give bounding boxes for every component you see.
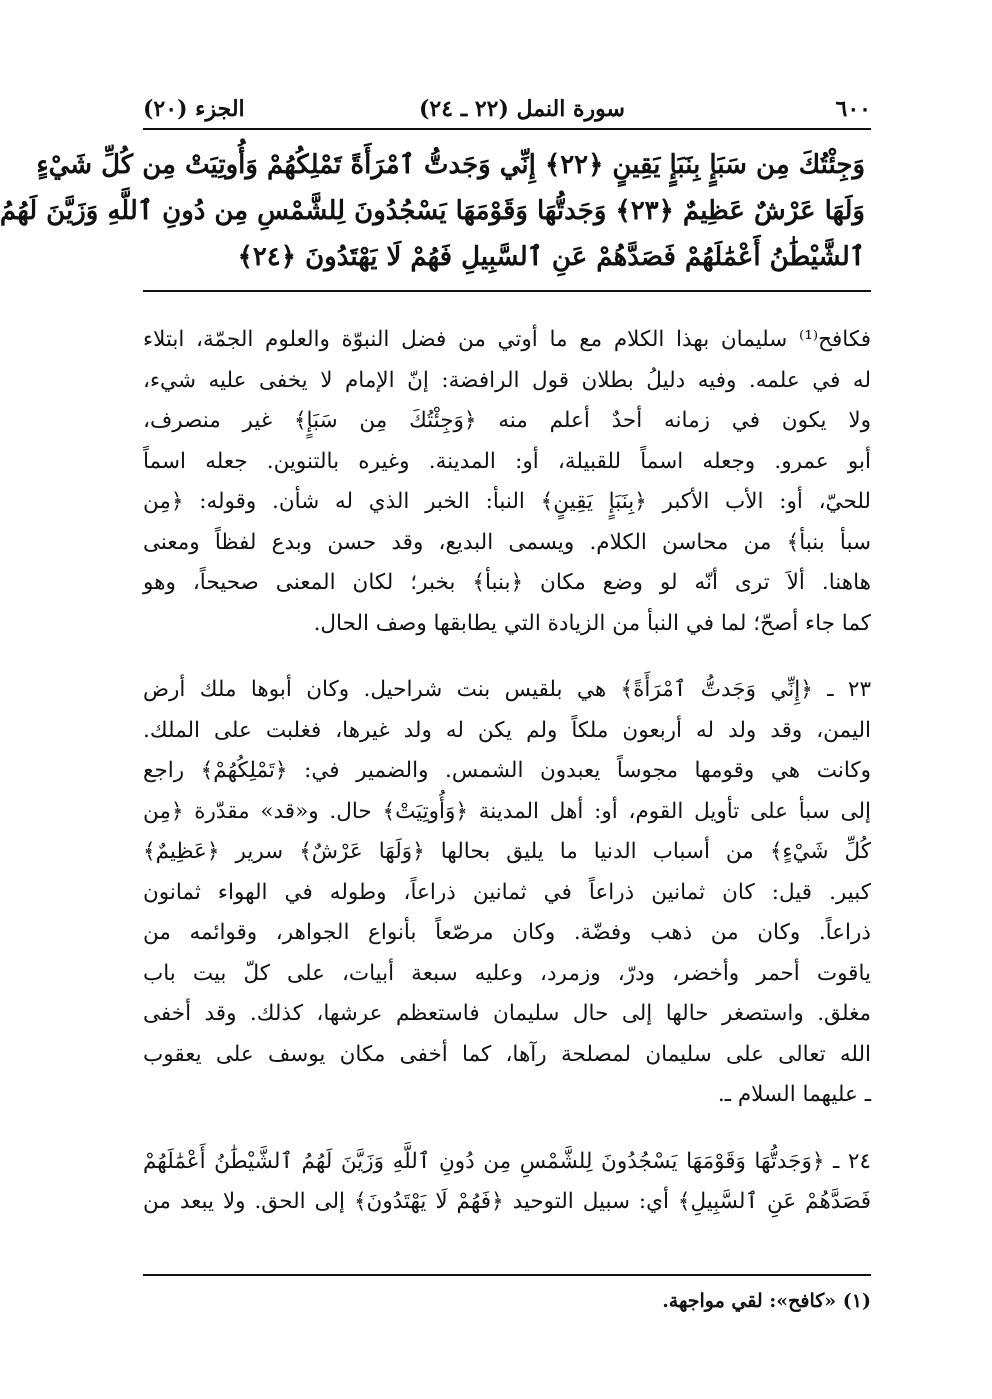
commentary-paragraph-3 [143, 1142, 871, 1223]
quran-line: ٱلشَّيْطَٰنُ أَعْمَٰلَهُمْ فَصَدَّهُمْ عَنِ ٱلسَّبِيلِ فَهُمْ لَا يَهْتَدُونَ ﴿٢٤﴾ [237, 242, 865, 272]
text-line: اليمن، وقد ولد له أربعون ملكاً ولم يكن له ولد غيرها، فغلبت على الملك. [143, 717, 871, 743]
commentary-paragraph-1 [143, 320, 871, 644]
text-line: سبأ بنبأ﴾ من محاسن الكلام. ويسمى البديع، وقد حسن وبدع لفظاً ومعنى [143, 529, 871, 555]
text-line: فكافح⁽¹⁾ سليمان بهذا الكلام مع ما أوتي من فضل النبوّة والعلوم الجمّة، ابتلاء [143, 327, 871, 352]
text-line: أبو عمرو. وجعله اسماً للقبيلة، أو: المدينة. وغيره بالتنوين. جعله اسماً [143, 448, 871, 474]
text-line: ولا يكون في زمانه أحدٌ أعلم منه ﴿وَجِئْتُكَ مِن سَبَإٍ﴾ غير منصرف، [143, 408, 871, 433]
text-line: فَصَدَّهُمْ عَنِ ٱلسَّبِيلِ﴾ أي: سبيل التوحيد ﴿فَهُمْ لَا يَهْتَدُونَ﴾ إلى الحق. ولا يبعد من [143, 1189, 871, 1214]
book-page [0, 78, 871, 1318]
text-line: هاهنا. ألاَ ترى أنّه لو وضع مكان ﴿بنبأ﴾ بخبر؛ لكان المعنى صحيحاً، وهو [143, 570, 871, 595]
text-line: مغلق. واستصغر حالها إلى حال سليمان فاستعظم عرشها، كذلك. وقد أخفى [143, 1001, 871, 1026]
text-line: إلى سبأ على تأويل القوم، أو: أهل المدينة ﴿وَأُوتِيَتْ﴾ حال. و«قد» مقدّرة ﴿مِن [143, 798, 871, 824]
text-line: الله تعالى على سليمان لمصلحة رآها، كما أخفى مكان يوسف على يعقوب [143, 1041, 871, 1067]
text-line: كبير. قيل: كان ثمانين ذراعاً في ثمانين ذراعاً، وطوله في الهواء ثمانون [143, 879, 871, 905]
page-header [143, 78, 871, 130]
juz-label: الجزء (٢٠) [143, 96, 245, 122]
text-line: ياقوت أحمر وأخضر، ودرّ، وزمرد، وعليه سبعة أبيات، على كلّ بيت باب [143, 960, 871, 986]
text-line: ٢٣ ـ ﴿إِنِّي وَجَدتُّ ٱمْرَأَةً﴾ هي بلقيس بنت شراحيل. وكان أبوها ملك أرض [143, 677, 871, 702]
quran-verses-block [0, 138, 871, 292]
commentary-paragraph-2 [143, 670, 871, 1116]
text-line: ذراعاً. وكان من ذهب وفضّة. وكان مرصّعاً بأنواع الجواهر، وقوائمه من [143, 920, 871, 945]
text-line: ـ عليهما السلام ـ. [717, 1082, 871, 1107]
quran-line: وَجِئْتُكَ مِن سَبَإٍ بِنَبَإٍ يَقِينٍ ﴿٢٢﴾ إِنِّي وَجَدتُّ ٱمْرَأَةً تَمْلِكُهُمْ وَأُوتِيَتْ مِن كُلِّ شَيْءٍ [36, 150, 865, 180]
text-line: كما جاء أصحّ؛ لما في النبأ من الزيادة التي يطابقها وصف الحال. [313, 610, 871, 636]
text-line: كُلِّ شَيْءٍ﴾ من أسباب الدنيا ما يليق بحالها ﴿وَلَهَا عَرْشٌ﴾ سرير ﴿عَظِيمٌ﴾ [143, 839, 871, 864]
text-line: وكانت هي وقومها مجوساً يعبدون الشمس. والضمير في: ﴿تَمْلِكُهُمْ﴾ راجع [143, 758, 871, 783]
text-line: له في علمه. وفيه دليلُ بطلان قول الرافضة: إنّ الإمام لا يخفى عليه شيء، [143, 367, 871, 393]
text-line: ٢٤ ـ ﴿وَجَدتُّهَا وَقَوْمَهَا يَسْجُدُونَ لِلشَّمْسِ مِن دُونِ ٱللَّهِ وَزَيَّنَ لَهُمُ ٱلشَّيْطَٰنُ أَعْمَٰلَهُمْ [143, 1148, 871, 1174]
footnote: (١) «كافح»: لقي مواجهة. [662, 1290, 871, 1312]
text-line: للحيّ، أو: الأب الأكبر ﴿بِنَبَإٍ يَقِينٍ﴾ النبأ: الخبر الذي له شأن. وقوله: ﴿مِن [143, 489, 871, 514]
quran-line: وَلَهَا عَرْشٌ عَظِيمٌ ﴿٢٣﴾ وَجَدتُّهَا وَقَوْمَهَا يَسْجُدُونَ لِلشَّمْسِ مِن دُونِ ٱللَّهِ وَزَيَّنَ لَهُمُ [0, 196, 865, 226]
surah-title: سورة النمل (٢٢ ـ ٢٤) [419, 96, 625, 122]
page-number: ٦٠٠ [835, 96, 871, 122]
footnote-separator [143, 1274, 871, 1276]
